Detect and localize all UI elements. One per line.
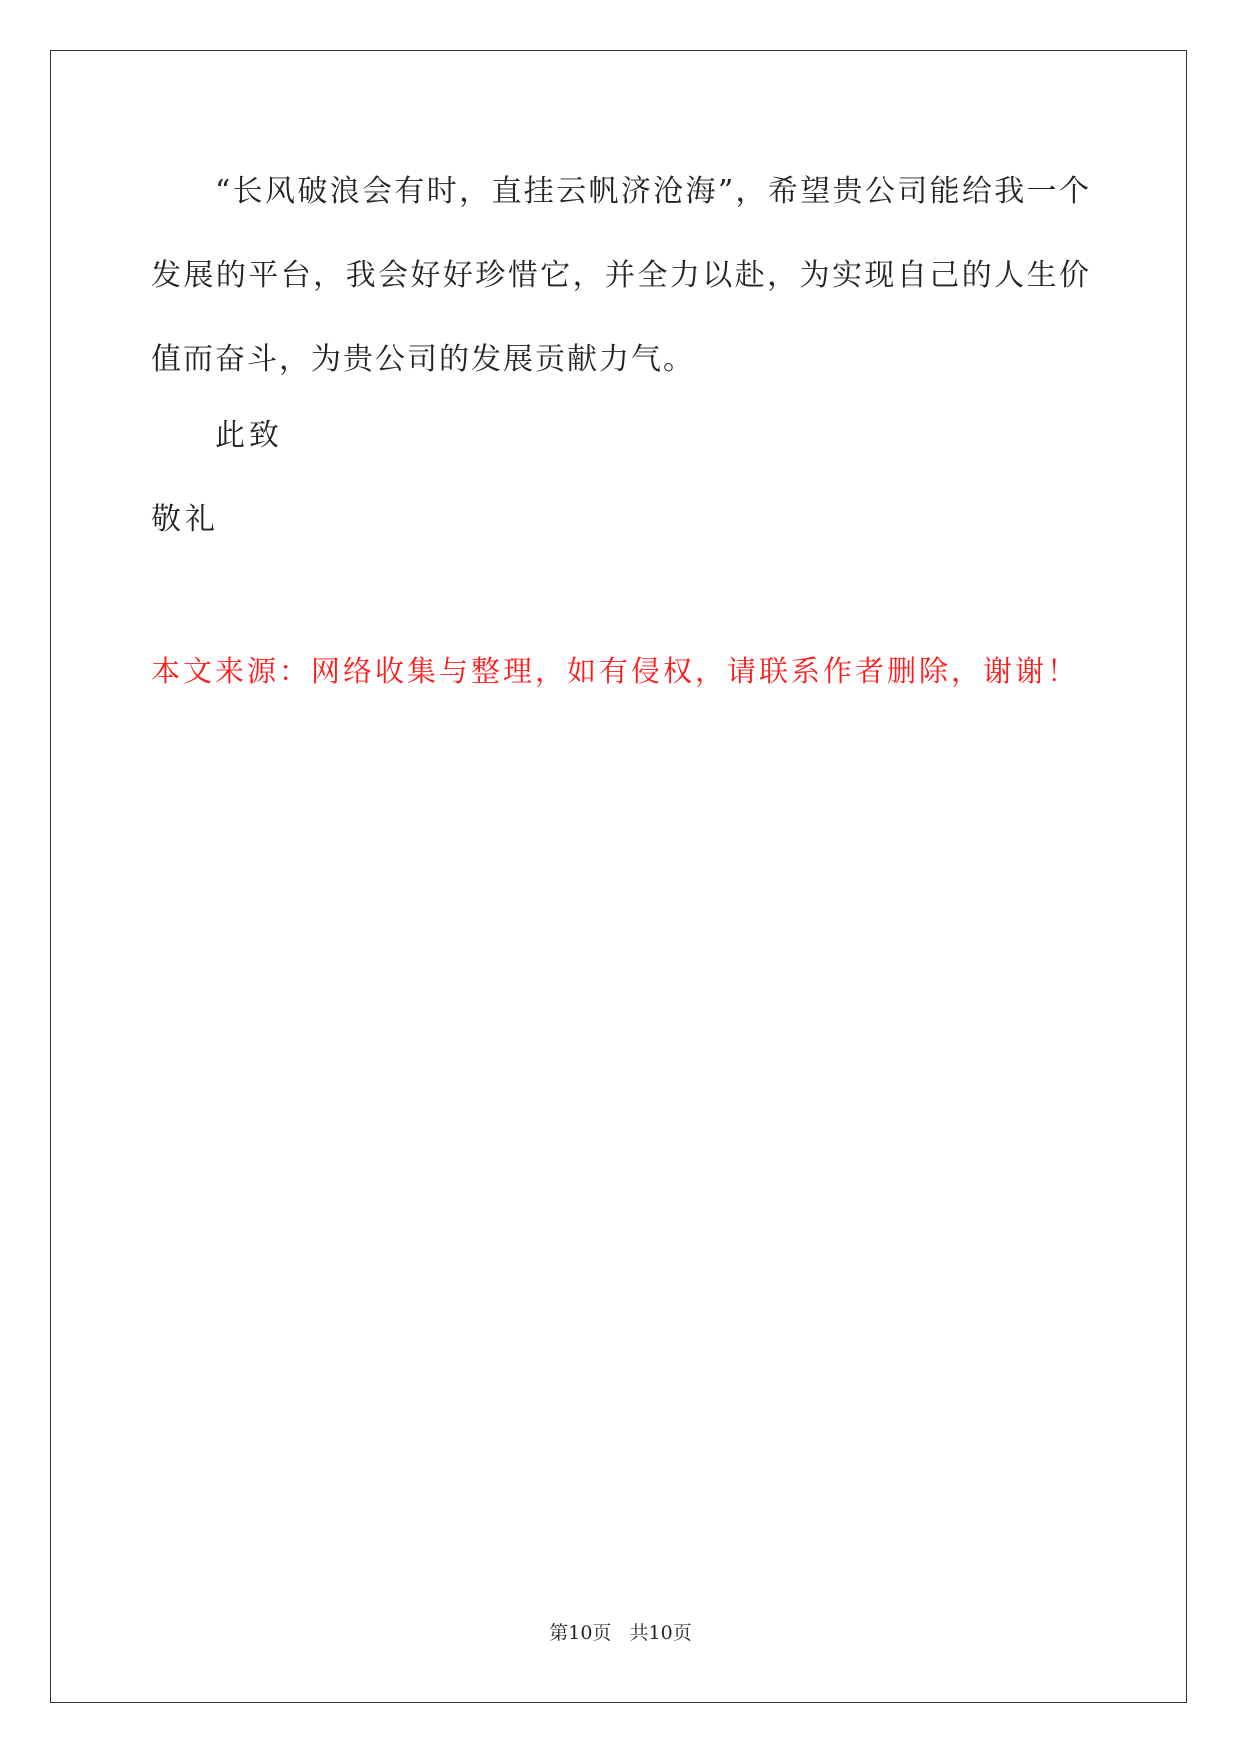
closing-line: 此致: [215, 418, 283, 453]
salutation-line: 敬礼: [151, 502, 219, 537]
body-paragraph: “长风破浪会有时，直挂云帆济沧海”，希望贵公司能给我一个发展的平台，我会好好珍惜它，并全力以赴，为实现自己的人生价值而奋斗，为贵公司的发展贡献力气。: [151, 174, 1091, 377]
page-number-footer: 第10页 共10页: [549, 1622, 692, 1644]
source-disclaimer: 本文来源：网络收集与整理，如有侵权，请联系作者删除，谢谢！: [151, 654, 1080, 688]
